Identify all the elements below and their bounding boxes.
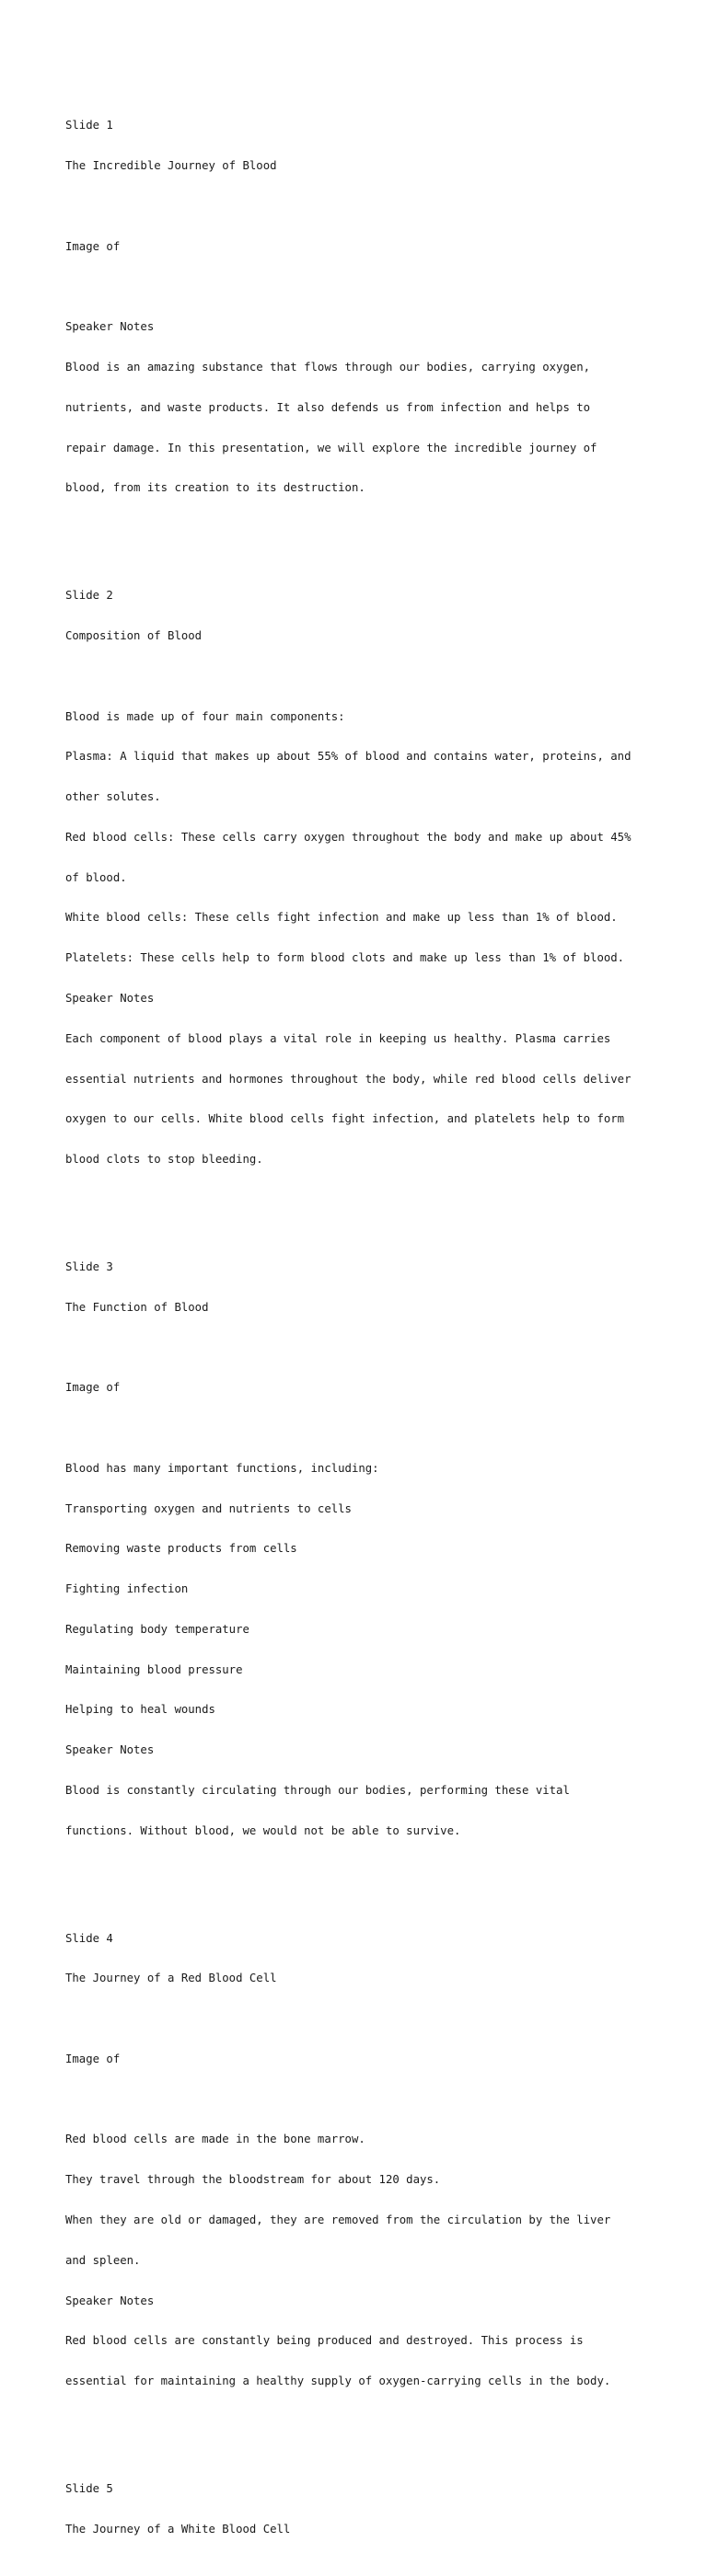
slide-title: The Function of Blood <box>65 1300 209 1314</box>
slide-body-line: Fighting infection <box>65 1582 189 1596</box>
slide-body-line: of blood. <box>65 870 127 884</box>
slide-body-line: Transporting oxygen and nutrients to cells <box>65 1501 352 1515</box>
speaker-notes-line: blood, from its creation to its destruction. <box>65 481 365 495</box>
speaker-notes-line: functions. Without blood, we would not be able to survive. <box>65 1823 461 1837</box>
speaker-notes-line: repair damage. In this presentation, we will explore the incredible journey of <box>65 441 597 454</box>
slide-body-line: They travel through the bloodstream for about 120 days. <box>65 2173 441 2187</box>
speaker-notes-line: Blood is constantly circulating through our bodies, performing these vital <box>65 1784 570 1797</box>
blank-line <box>65 522 655 535</box>
speaker-notes-line: essential for maintaining a healthy supply of oxygen-carrying cells in the body. <box>65 2375 611 2388</box>
slide-body-line: and spleen. <box>65 2253 141 2267</box>
speaker-notes-heading: Speaker Notes <box>65 1743 155 1757</box>
slide-title: The Incredible Journey of Blood <box>65 159 277 173</box>
speaker-notes-heading: Speaker Notes <box>65 991 155 1005</box>
slide-body-line: Regulating body temperature <box>65 1622 249 1636</box>
image-placeholder-label: Image of <box>65 239 121 253</box>
speaker-notes-heading: Speaker Notes <box>65 2294 155 2307</box>
speaker-notes-line: Blood is an amazing substance that flows through our bodies, carrying oxygen, <box>65 361 591 374</box>
slide-label: Slide 4 <box>65 1931 113 1945</box>
slide-title: The Journey of a White Blood Cell <box>65 2522 291 2536</box>
blank-line <box>65 1340 655 1354</box>
slide-title: Composition of Blood <box>65 628 203 642</box>
speaker-notes-line: Each component of blood plays a vital role in keeping us healthy. Plasma carries <box>65 1031 611 1045</box>
blank-line <box>65 670 655 684</box>
slide-body-line: Helping to heal wounds <box>65 1703 215 1717</box>
slide-body-line: Maintaining blood pressure <box>65 1662 243 1676</box>
speaker-notes-line: oxygen to our cells. White blood cells fight infection, and platelets help to form <box>65 1112 625 1126</box>
slide-body-line: Red blood cells: These cells carry oxygen throughout the body and make up about 45% <box>65 830 632 844</box>
slide-label: Slide 3 <box>65 1259 113 1273</box>
slide-title: The Journey of a Red Blood Cell <box>65 1972 277 1985</box>
blank-line <box>65 1421 655 1435</box>
slide-label: Slide 5 <box>65 2481 113 2495</box>
slide-body-line: other solutes. <box>65 790 161 804</box>
slide-body-line: Blood has many important functions, including: <box>65 1461 379 1475</box>
slide-body-line: When they are old or damaged, they are removed from the circulation by the liver <box>65 2214 611 2226</box>
speaker-notes-line: Red blood cells are constantly being produced and destroyed. This process is <box>65 2334 584 2348</box>
slide-label: Slide 2 <box>65 589 113 603</box>
document-text <box>65 65 655 2576</box>
speaker-notes-line: essential nutrients and hormones throughout the body, while red blood cells deliver <box>65 1072 632 1086</box>
blank-line <box>65 2415 655 2429</box>
blank-line <box>65 2093 655 2107</box>
blank-line <box>65 1865 655 1879</box>
image-placeholder-label: Image of <box>65 1381 121 1395</box>
speaker-notes-line: blood clots to stop bleeding. <box>65 1153 263 1167</box>
slide-body-line: Platelets: These cells help to form blood clots and make up less than 1% of blood. <box>65 951 625 965</box>
image-placeholder-label: Image of <box>65 2052 121 2065</box>
slide-body-line: Blood is made up of four main components: <box>65 709 345 723</box>
slide-body-line: White blood cells: These cells fight infection and make up less than 1% of blood. <box>65 911 618 925</box>
slide-body-line: Removing waste products from cells <box>65 1542 297 1556</box>
blank-line <box>65 1193 655 1207</box>
slide-body-line: Plasma: A liquid that makes up about 55% of blood and contains water, proteins, and <box>65 750 632 764</box>
blank-line <box>65 2012 655 2026</box>
slide-label: Slide 1 <box>65 119 113 132</box>
blank-line <box>65 200 655 213</box>
blank-line <box>65 281 655 294</box>
speaker-notes-heading: Speaker Notes <box>65 320 155 334</box>
slide-body-line: Red blood cells are made in the bone marrow. <box>65 2133 365 2146</box>
speaker-notes-line: nutrients, and waste products. It also defends us from infection and helps to <box>65 400 591 414</box>
